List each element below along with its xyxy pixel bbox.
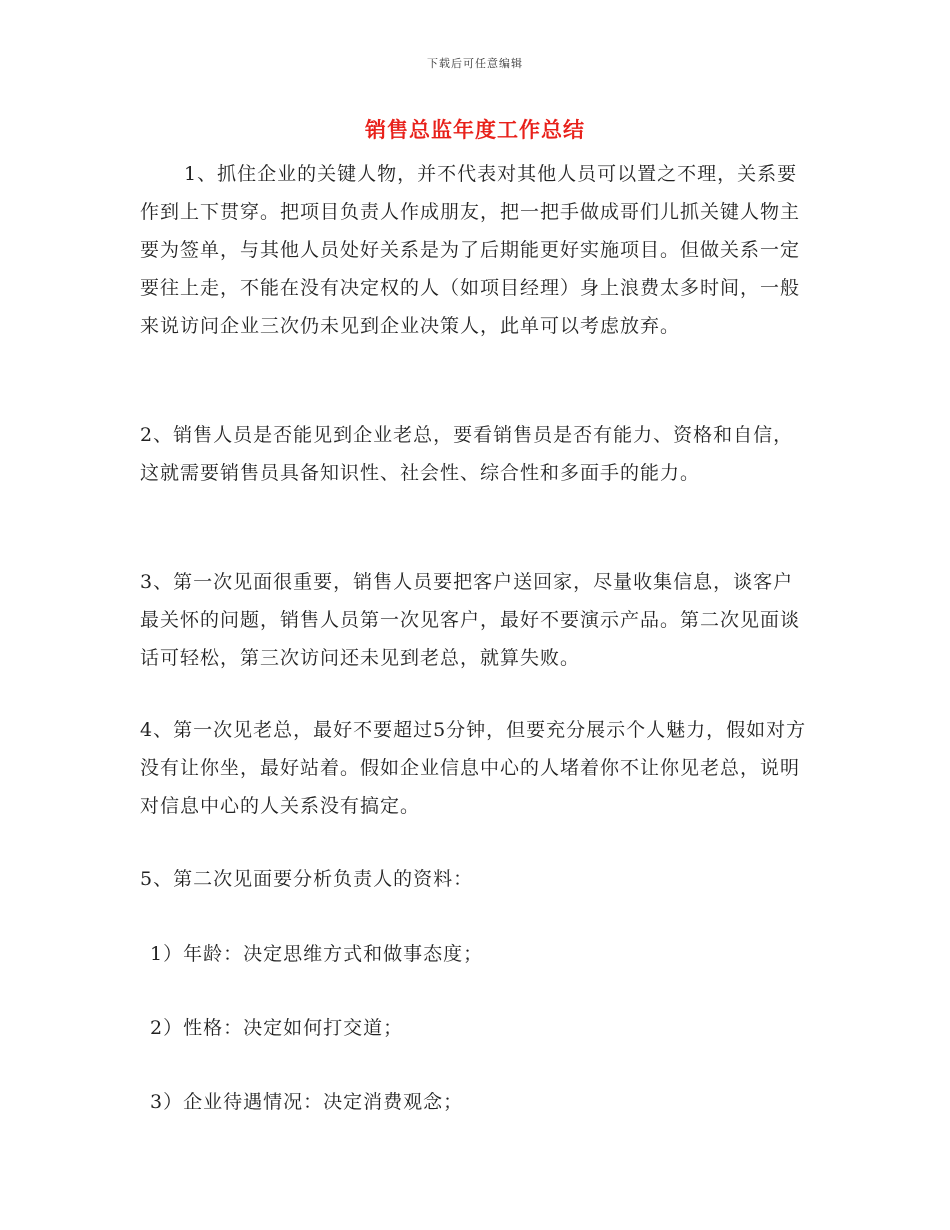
header-note: 下载后可任意编辑: [427, 57, 523, 70]
paragraph-3: 3、第一次见面很重要，销售人员要把客户送回家，尽量收集信息，谈客户最关怀的问题，销售人员第一次见客户，最好不要演示产品。第二次见面谈话可轻松，第三次访问还未见到老总，就算失败。: [140, 571, 801, 669]
document-title: 销售总监年度工作总结: [365, 117, 585, 142]
paragraph-5: 5、第二次见面要分析负责人的资料：: [140, 868, 474, 890]
paragraph-4: 4、第一次见老总，最好不要超过5分钟，但要充分展示个人魅力，假如对方没有让你坐，最好站着。假如企业信息中心的人堵着你不让你见老总，说明对信息中心的人关系没有搞定。: [140, 719, 807, 817]
paragraph-2: 2、销售人员是否能见到企业老总，要看销售员是否有能力、资格和自信，这就需要销售员具备知识性、社会性、综合性和多面手的能力。: [140, 424, 794, 484]
sub-item-compensation: 3）企业待遇情况：决定消费观念；: [150, 1091, 464, 1113]
sub-item-age: 1）年龄：决定思维方式和做事态度；: [150, 943, 484, 965]
sub-item-personality: 2）性格：决定如何打交道；: [150, 1017, 404, 1039]
paragraph-1: 1、抓住企业的关键人物，并不代表对其他人员可以置之不理，关系要作到上下贯穿。把项目负责人作成朋友，把一把手做成哥们儿抓关键人物主要为签单，与其他人员处好关系是为了后期能更好实施项目。但做关系一定要往上走，不能在没有决定权的人（如项目经理）身上浪费太多时间，一般 来说访问企业三次仍未见到企业决策人，此单可以考虑放弃。: [140, 163, 801, 337]
